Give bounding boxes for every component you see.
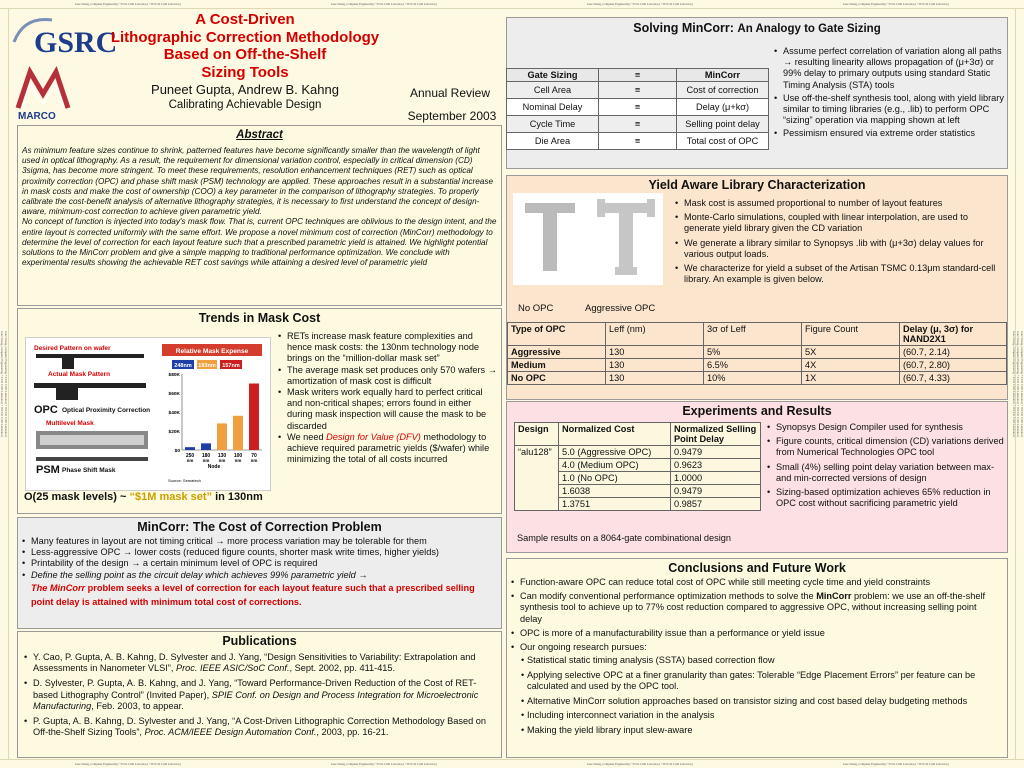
y-tick-label: $0 <box>174 449 180 454</box>
multilevel-mask <box>40 435 144 445</box>
conclusions-title: Conclusions and Future Work <box>668 561 846 575</box>
table-cell: 1X <box>802 372 900 385</box>
poster-title <box>100 11 390 112</box>
research-item: • Statistical static timing analysis (SSTA) based correction flow <box>521 655 1001 667</box>
table-cell: Medium <box>508 359 606 372</box>
marco-logo <box>14 68 72 120</box>
table-cell: 0.9479 <box>671 485 761 498</box>
table-cell: 1.0 (No OPC) <box>559 472 671 485</box>
y-tick-label: $20K <box>168 430 180 435</box>
conclusions-bullet: • Our ongoing research pursues: <box>509 642 1001 653</box>
research-item: • Making the yield library input slew-aware <box>521 725 1001 737</box>
table-cell: 4.0 (Medium OPC) <box>559 459 671 472</box>
border-bottom <box>0 759 1024 768</box>
mincorr-statement <box>18 581 501 609</box>
research-item: • Alternative MinCorr solution approaches based on transistor sizing and cost based delay budgeting methods <box>521 696 1001 708</box>
fig-label-psm-desc: Phase Shift Mask <box>62 467 116 474</box>
yield-bullet: • Mask cost is assumed proportional to number of layout features <box>673 198 1003 209</box>
border-text: Gate Sizing, Computer Engineering • VLSI CAD Laboratory • ISVLSI CAD Laboratory <box>842 762 950 766</box>
table-cell: 5X <box>802 346 900 359</box>
conclusions-b2-post: problem: we use an off-the-shelf synthesis tool to achieve up to 77% cost reduction compared to aggressive OPC, without increasing selling point delay <box>520 591 986 624</box>
psm-pattern <box>36 457 148 461</box>
table-cell: Cell Area <box>507 82 599 99</box>
results-table <box>514 422 761 511</box>
analogy-table <box>506 68 769 150</box>
border-text: Gate Sizing, Computer Engineering • VLSI CAD Laboratory • ISVLSI CAD Laboratory <box>842 2 950 6</box>
table-cell: ≡ <box>599 82 677 99</box>
solving-panel <box>506 17 1008 169</box>
table-row <box>515 446 761 459</box>
trends-footer-pre: O(25 mask levels) ~ <box>24 491 130 503</box>
trends-footer-emphasis: “$1M mask set” <box>129 491 213 503</box>
border-text: Gate Sizing, Computer Engineering • VLSI CAD Laboratory • ISVLSI CAD Laboratory <box>1020 330 1024 438</box>
authors: Puneet Gupta, Andrew B. Kahng <box>151 82 339 97</box>
yield-bullet: • Monte-Carlo simulations, coupled with linear interpolation, are used to generate yield library given the CD variation <box>673 212 1003 234</box>
mask-expense-chart <box>154 338 270 490</box>
trends-figure <box>25 337 271 491</box>
legend-label: 193nm <box>198 363 216 369</box>
fig-label-actual: Actual Mask Pattern <box>48 371 111 378</box>
mincorr-bullet: • Less-aggressive OPC → lower costs (reduced figure counts, shorter mask write times, higher yields) <box>20 547 497 558</box>
border-text: Gate Sizing, Computer Engineering • VLSI CAD Laboratory • ISVLSI CAD Laboratory <box>330 2 438 6</box>
publication-item <box>22 678 495 712</box>
border-top <box>0 0 1024 9</box>
table-header: Figure Count <box>802 323 900 346</box>
conclusions-bullet: • OPC is more of a manufacturability issue than a performance or yield issue <box>509 628 1001 639</box>
x-tick-label: 70 <box>251 453 257 459</box>
caption-aggressive-opc: Aggressive OPC <box>585 303 656 314</box>
trends-footer <box>24 491 263 503</box>
legend-label: 157nm <box>222 363 240 369</box>
fig-label-desired: Desired Pattern on wafer <box>34 345 111 352</box>
conclusions-b2-pre: Can modify conventional performance optimization methods to solve the <box>520 591 817 602</box>
trends-bullet: • RETs increase mask feature complexities and hence mask costs: the 130nm technology node brings on the “million-dollar mask set” <box>276 331 498 365</box>
table-cell: Selling point delay <box>677 116 769 133</box>
table-cell: 0.9857 <box>671 498 761 511</box>
gsrc-logo <box>12 14 118 64</box>
dfv-emphasis: Design for Value (DFV) <box>326 431 421 442</box>
y-tick-label: $60K <box>168 392 180 397</box>
publications-panel <box>17 631 502 758</box>
research-item: • Applying selective OPC at a finer granularity than gates: Tolerable “Edge Placement Errors” per feature can be calculated and used by the OPC tool. <box>521 670 1001 693</box>
table-cell: 10% <box>704 372 802 385</box>
x-tick-unit: nm <box>186 458 194 463</box>
chart-xlabel: Node <box>207 464 221 470</box>
table-header: Gate Sizing <box>507 69 599 82</box>
research-list <box>521 655 1001 736</box>
table-cell: Nominal Delay <box>507 99 599 116</box>
cell-layouts <box>513 193 663 285</box>
abstract-text: As minimum feature sizes continue to shrink, patterned features have become significantly smaller than the wavelength of light used in optical lithography. As a result, the requirement for dimensional variation control, especially in critical dimension (CD) 3sigma, has become more stringent. To meet these requirements, resolution enhancement techniques (RET) such as optical proximity correction (OPC) and phase shift mask (PSM) technology are applied. These approaches result in a substantial increase in mask costs and make the cost of ownership (COO) a key parameter in the comparison of lithography strategies. To properly calibrate the cost-benefit analysis of alternative lithography strategies, it is necessary to first understand the concept of design-aware, minimum-cost correction to achieve given parametric yield. <box>22 146 494 217</box>
table-header: Leff (nm) <box>606 323 704 346</box>
mincorr-panel <box>17 517 502 629</box>
table-header: Normalized Cost <box>559 423 671 446</box>
table-cell: (60.7, 4.33) <box>900 372 1007 385</box>
mincorr-bullet: • Many features in layout are not timing critical → more process variation may be tolerable for them <box>20 536 497 547</box>
table-cell: (60.7, 2.80) <box>900 359 1007 372</box>
table-header: MinCorr <box>677 69 769 82</box>
border-text: Gate Sizing, Computer Engineering • VLSI CAD Laboratory • ISVLSI CAD Laboratory <box>0 330 4 438</box>
table-row <box>507 133 769 150</box>
border-left <box>0 9 9 759</box>
table-cell: 4X <box>802 359 900 372</box>
yield-bullet: • We characterize for yield a subset of the Artisan TSMC 0.13μm standard-cell library. An example is given below. <box>673 263 1003 285</box>
abstract-title: Abstract <box>236 129 283 141</box>
border-text: Gate Sizing, Computer Engineering • VLSI CAD Laboratory • ISVLSI CAD Laboratory <box>4 330 8 438</box>
x-tick-label: 180 <box>201 453 211 459</box>
table-cell: 5% <box>704 346 802 359</box>
gsrc-logo-text: GSRC <box>34 26 118 59</box>
chart-title: Relative Mask Expense <box>175 348 249 355</box>
table-cell: Cycle Time <box>507 116 599 133</box>
table-cell: 1.3751 <box>559 498 671 511</box>
fig-label-opc: OPC <box>34 404 58 416</box>
publication-item <box>22 716 495 738</box>
table-row <box>507 116 769 133</box>
publication-rest: , Feb. 2003, to appear. <box>91 700 184 711</box>
experiments-bullet: • Synopsys Design Compiler used for synthesis <box>765 422 1005 433</box>
table-cell: 0.9479 <box>671 446 761 459</box>
publication-rest: , 2003, pp. 16-21. <box>316 727 389 738</box>
title-line: Based on Off-the-Shelf <box>163 46 327 63</box>
title-line: Lithographic Correction Methodology <box>110 28 380 46</box>
trends-bullet: • Mask writers work equally hard to perfect critical and non-critical shapes; errors found in either during mask inspection will cause the mask to be discarded <box>276 387 498 432</box>
table-header-row <box>515 423 761 446</box>
abstract-panel <box>17 125 502 306</box>
publication-text: P. Gupta, A. B. Kahng, D. Sylvester and J. Yang, “A Cost-Driven Lithographic Correction Methodology Based on Off-the-Shelf Sizing Tools”, <box>33 716 486 738</box>
yield-bullets <box>673 198 1003 285</box>
title-line: Sizing Tools <box>201 63 289 81</box>
chart-bar <box>201 443 211 450</box>
mincorr-title: MinCorr: The Cost of Correction Problem <box>137 520 382 534</box>
wafer-pattern <box>36 354 144 358</box>
table-header: Normalized Selling Point Delay <box>671 423 761 446</box>
table-row <box>508 359 1007 372</box>
table-cell: 130 <box>606 346 704 359</box>
publication-rest: , Sept. 2002, pp. 411-415. <box>289 663 396 674</box>
table-cell: Delay (μ+kσ) <box>677 99 769 116</box>
table-header: 3σ of Leff <box>704 323 802 346</box>
x-tick-label: 100 <box>233 453 243 459</box>
yield-table <box>507 322 1007 385</box>
trends-bullets <box>276 331 498 465</box>
title-line: A Cost-Driven <box>195 11 295 28</box>
date: September 2003 <box>407 109 497 123</box>
border-text: Gate Sizing, Computer Engineering • VLSI CAD Laboratory • ISVLSI CAD Laboratory <box>1016 330 1020 438</box>
trends-footer-post: in 130nm <box>212 491 263 503</box>
mincorr-statement-text: problem seeks a level of correction for each layout feature such that a prescribed selling point delay is attained with minimum total cost of corrections. <box>31 582 475 607</box>
experiments-bullet: • Small (4%) selling point delay variation between max- and min-corrected versions of design <box>765 462 1005 484</box>
table-row <box>507 82 769 99</box>
table-cell: 1.6038 <box>559 485 671 498</box>
conclusions-bullets <box>509 577 1001 653</box>
trends-bullet <box>276 432 498 466</box>
chart-bar <box>249 384 259 451</box>
table-cell: Aggressive <box>508 346 606 359</box>
table-cell: 1.0000 <box>671 472 761 485</box>
publication-text: Y. Cao, P. Gupta, A. B. Kahng, D. Sylvester and J. Yang, “Design Sensitivities to Variability: Extrapolation and Assessments in Nanometer VLSI”, <box>33 652 476 674</box>
chart-source: Source: Sematech <box>168 478 201 483</box>
conclusions-panel <box>506 558 1008 758</box>
y-tick-label: $80K <box>168 373 180 378</box>
conclusions-bullet: • Function-aware OPC can reduce total cost of OPC while still meeting cycle time and yield constraints <box>509 577 1001 588</box>
wafer-pattern <box>62 357 74 369</box>
table-cell: 5.0 (Aggressive OPC) <box>559 446 671 459</box>
solving-bullet: • Use off-the-shelf synthesis tool, along with yield library similar to timing libraries (e.g., .lib) to perform OPC “sizing” operation via mapping shown at left <box>772 93 1004 127</box>
design-cell: “alu128” <box>515 446 559 511</box>
publication-venue: SPIE Conf. on Design and Process Integration for Microelectronic Manufacturing <box>33 689 479 711</box>
table-cell: ≡ <box>599 99 677 116</box>
yield-panel <box>506 175 1008 400</box>
publications-title: Publications <box>222 634 297 648</box>
solving-title-pre: Solving MinCorr: <box>633 21 738 35</box>
publication-venue: Proc. IEEE ASIC/SoC Conf. <box>175 663 290 674</box>
table-header: Type of OPC <box>508 323 606 346</box>
experiments-bullet: • Figure counts, critical dimension (CD) variations derived from Numerical Technologies OPC tool <box>765 436 1005 458</box>
conclusions-b2-bold: MinCorr <box>816 591 852 602</box>
fig-label-opc-desc: Optical Proximity Correction <box>62 407 151 414</box>
publication-item <box>22 652 495 674</box>
table-cell: ≡ <box>599 133 677 150</box>
solving-title <box>507 21 1007 35</box>
abstract-text-2: No concept of function is injected into today's mask flow. That is, current OPC techniques are oblivious to the design intent, and the entire layout is corrected uniformly with the same effort. We propose a novel minimum cost of correction (MinCorr) methodology to determine the level of correction for each layout feature such that a prescribed parametric yield is attained. We highlight potential solutions to the MinCorr problem and give a simple mapping to traditional performance optimization. We conclude with experimental results showing the achievable RET cost savings while attaining a desired level of parametric yield <box>22 217 497 268</box>
publication-venue: Proc. ACM/IEEE Design Automation Conf. <box>144 727 317 738</box>
trends-panel <box>17 308 502 514</box>
table-cell: 0.9623 <box>671 459 761 472</box>
legend-label: 248nm <box>174 363 192 369</box>
y-tick-label: $40K <box>168 411 180 416</box>
trends-bullet: • The average mask set produces only 570 wafers → amortization of mask cost is difficult <box>276 365 498 387</box>
subtitle: Calibrating Achievable Design <box>168 99 322 111</box>
mask-pattern <box>34 383 146 388</box>
fig-label-psm: PSM <box>36 464 60 476</box>
marco-logo-text: MARCO <box>18 111 56 122</box>
experiments-title: Experiments and Results <box>682 404 832 418</box>
table-cell: 130 <box>606 359 704 372</box>
gsrc-logo-graphic <box>12 14 118 64</box>
yield-title: Yield Aware Library Characterization <box>648 178 866 192</box>
x-tick-unit: nm <box>202 458 210 463</box>
border-text: Gate Sizing, Computer Engineering • VLSI CAD Laboratory • ISVLSI CAD Laboratory <box>74 2 182 6</box>
border-text: Gate Sizing, Computer Engineering • VLSI CAD Laboratory • ISVLSI CAD Laboratory <box>330 762 438 766</box>
x-tick-unit: nm <box>234 458 242 463</box>
experiments-panel <box>506 401 1008 553</box>
border-text: Gate Sizing, Computer Engineering • VLSI CAD Laboratory • ISVLSI CAD Laboratory <box>586 762 694 766</box>
trends-title: Trends in Mask Cost <box>198 311 321 325</box>
table-cell: Die Area <box>507 133 599 150</box>
table-cell: ≡ <box>599 116 677 133</box>
cell-layout-graphic <box>513 193 663 285</box>
table-cell: Cost of correction <box>677 82 769 99</box>
x-tick-label: 130 <box>217 453 227 459</box>
table-header: ≡ <box>599 69 677 82</box>
table-row <box>508 372 1007 385</box>
table-cell: 6.5% <box>704 359 802 372</box>
mincorr-bullet: • Printability of the design → a certain minimum level of OPC is required <box>20 558 497 569</box>
solving-bullets <box>772 46 1004 140</box>
solving-title-post: An Analogy to Gate Sizing <box>737 23 881 35</box>
table-header: Design <box>515 423 559 446</box>
trends-bullet4-pre: We need <box>287 431 327 442</box>
table-cell: No OPC <box>508 372 606 385</box>
x-tick-unit: nm <box>250 458 258 463</box>
border-text: Gate Sizing, Computer Engineering • VLSI CAD Laboratory • ISVLSI CAD Laboratory <box>74 762 182 766</box>
solving-bullet: • Assume perfect correlation of variation along all paths → resulting linearity allows propagation of (μ+3σ) or 99% delay to primary outputs using standard Static Timing Analysis (STA) tools <box>772 46 1004 91</box>
table-cell: (60.7, 2.14) <box>900 346 1007 359</box>
mincorr-em: The MinCorr <box>31 582 86 593</box>
experiments-bullet: • Sizing-based optimization achieves 65% reduction in OPC cost without sacrificing parametric yield <box>765 487 1005 509</box>
experiments-bullets <box>765 422 1005 509</box>
fig-label-multilevel: Multilevel Mask <box>46 420 94 427</box>
x-tick-label: 250 <box>185 453 195 459</box>
publication-text: D. Sylvester, P. Gupta, A. B. Kahng, and J. Yang, “Toward Performance-Driven Reduction of the Cost of RET-based Lithography Control” (Invited Paper), <box>33 678 477 700</box>
experiments-caption: Sample results on a 8064-gate combinational design <box>517 533 731 543</box>
table-header: Delay (μ, 3σ) for NAND2X1 <box>900 323 1007 346</box>
publications-list <box>22 652 495 738</box>
border-text: Gate Sizing, Computer Engineering • VLSI CAD Laboratory • ISVLSI CAD Laboratory <box>586 2 694 6</box>
table-header-row <box>507 69 769 82</box>
research-item: • Including interconnect variation in the analysis <box>521 710 1001 722</box>
solving-bullet: • Pessimism ensured via extreme order statistics <box>772 128 1004 139</box>
trends-bullet4-post: methodology to achieve required parametric yields ($/wafer) while minimizing the total of all costs incurred <box>287 431 490 465</box>
mincorr-bullets <box>20 536 497 581</box>
annual-review: Annual Review <box>409 86 491 100</box>
border-text: Gate Sizing, Computer Engineering • VLSI CAD Laboratory • ISVLSI CAD Laboratory <box>1012 330 1016 438</box>
marco-logo-graphic <box>14 68 72 120</box>
mask-pattern <box>56 386 78 400</box>
table-cell: 130 <box>606 372 704 385</box>
mincorr-bullet: • Define the selling point as the circuit delay which achieves 99% parametric yield → <box>20 570 497 581</box>
yield-bullet: • We generate a library similar to Synopsys .lib with (μ+3σ) delay values for various output loads. <box>673 238 1003 260</box>
chart-bar <box>185 447 195 450</box>
table-header-row <box>508 323 1007 346</box>
table-row <box>507 99 769 116</box>
x-tick-unit: nm <box>218 458 226 463</box>
table-row <box>508 346 1007 359</box>
caption-no-opc: No OPC <box>518 303 554 314</box>
conclusions-bullet <box>509 591 1001 625</box>
chart-bar <box>217 423 227 450</box>
border-right <box>1012 9 1024 759</box>
chart-bar <box>233 416 243 450</box>
table-cell: Total cost of OPC <box>677 133 769 150</box>
